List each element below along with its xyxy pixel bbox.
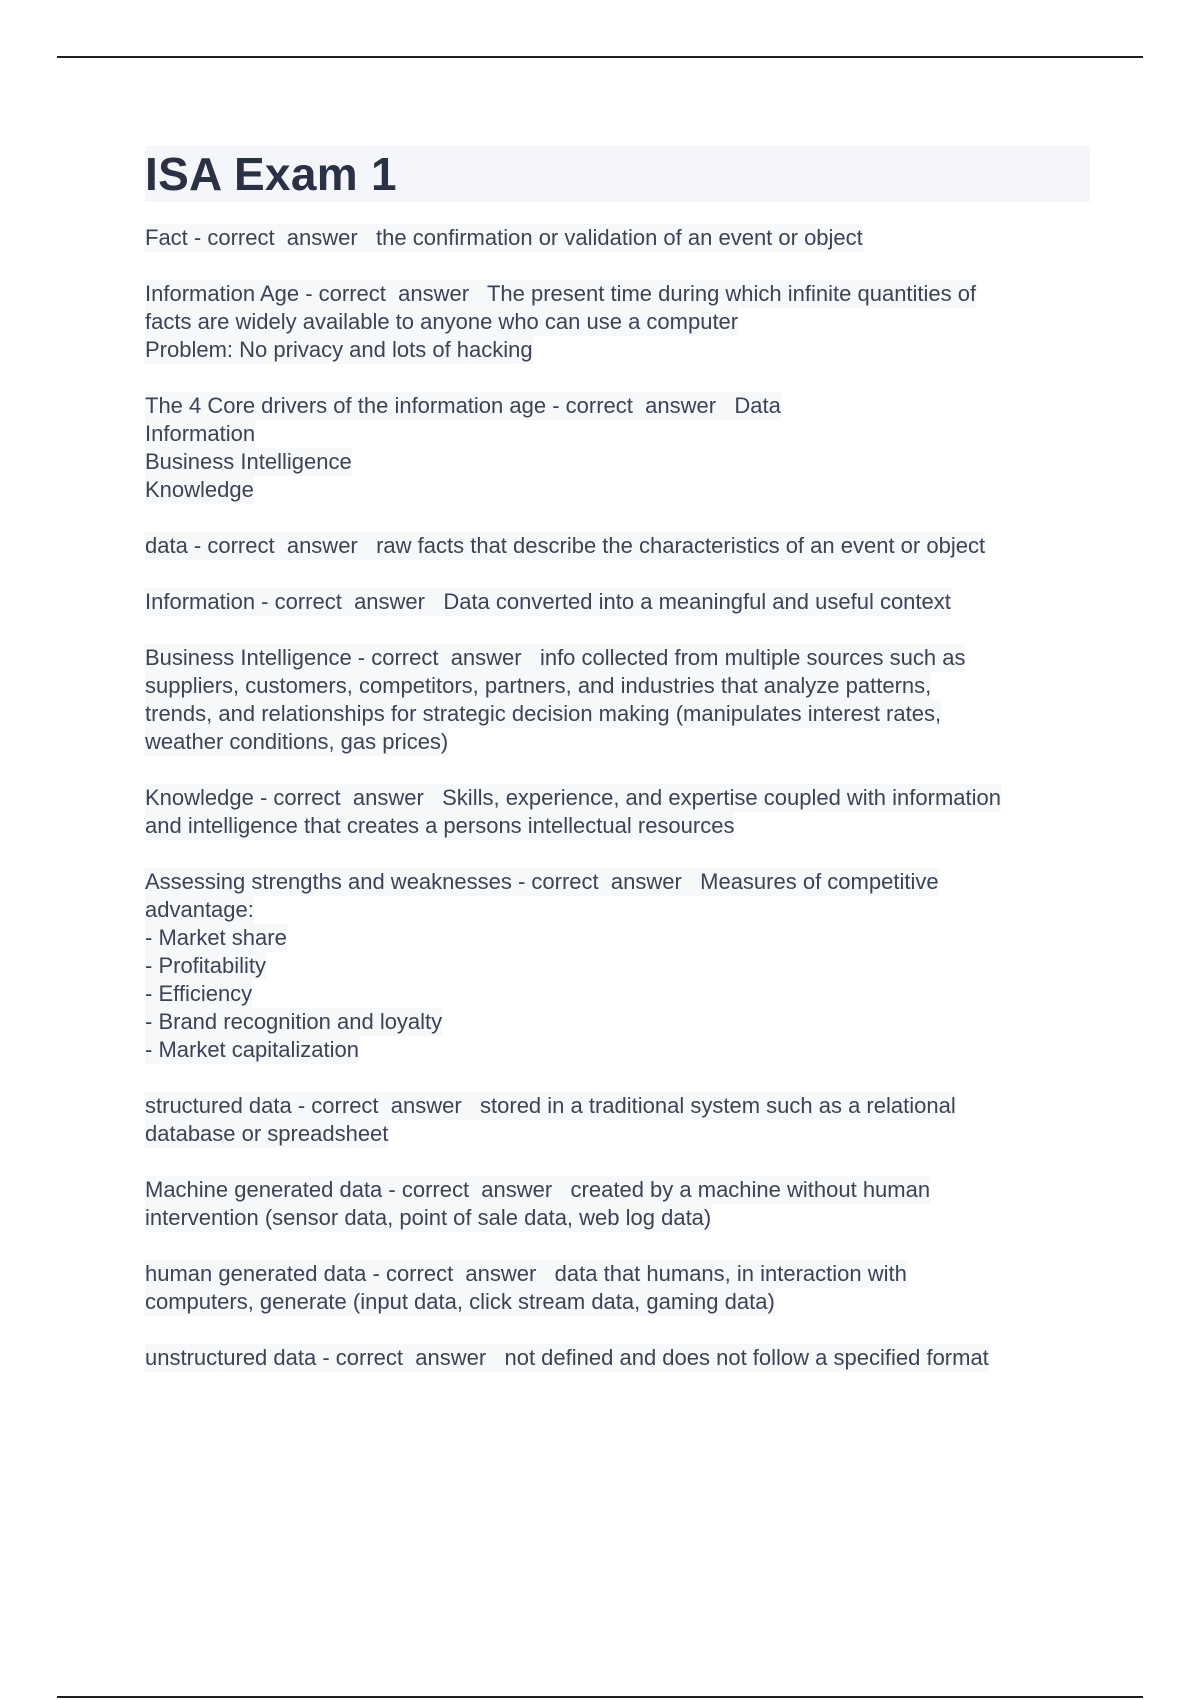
qa-entry [145, 1092, 1090, 1148]
entry-line: - Market share [145, 925, 287, 950]
entry-line: facts are widely available to anyone who can use a computer [145, 309, 739, 334]
qa-entry [145, 1260, 1090, 1316]
entry-line: advantage: [145, 897, 254, 922]
qa-entry [145, 784, 1090, 840]
entry-line: human generated data - correct answer data that humans, in interaction with [145, 1261, 907, 1286]
entry-line: Information Age - correct answer The present time during which infinite quantities of [145, 281, 977, 306]
entry-line: suppliers, customers, competitors, partners, and industries that analyze patterns, [145, 673, 932, 698]
top-rule [57, 56, 1143, 58]
entry-line: - Profitability [145, 953, 267, 978]
qa-entry [145, 1344, 1090, 1372]
entry-line: Fact - correct answer the confirmation or validation of an event or object [145, 225, 863, 250]
entry-line: The 4 Core drivers of the information age - correct answer Data [145, 393, 781, 418]
entry-line: - Efficiency [145, 981, 253, 1006]
entry-line: Information - correct answer Data converted into a meaningful and useful context [145, 589, 951, 614]
entry-line: and intelligence that creates a persons intellectual resources [145, 813, 735, 838]
entry-line: - Market capitalization [145, 1037, 359, 1062]
qa-entry [145, 868, 1090, 1064]
entry-line: Information [145, 421, 256, 446]
entry-line: Machine generated data - correct answer created by a machine without human [145, 1177, 931, 1202]
document-body [145, 146, 1090, 1400]
qa-entry [145, 588, 1090, 616]
entry-line: structured data - correct answer stored in a traditional system such as a relational [145, 1093, 956, 1118]
entry-line: Business Intelligence - correct answer info collected from multiple sources such as [145, 645, 966, 670]
entry-line: Knowledge [145, 477, 254, 502]
entry-list [145, 224, 1090, 1372]
qa-entry [145, 532, 1090, 560]
qa-entry [145, 280, 1090, 364]
qa-entry [145, 224, 1090, 252]
title-band [145, 146, 1090, 202]
entry-line: trends, and relationships for strategic decision making (manipulates interest rates, [145, 701, 942, 726]
page-title: ISA Exam 1 [145, 148, 397, 200]
entry-line: unstructured data - correct answer not defined and does not follow a specified format [145, 1345, 989, 1370]
entry-line: database or spreadsheet [145, 1121, 389, 1146]
entry-line: Problem: No privacy and lots of hacking [145, 337, 533, 362]
entry-line: data - correct answer raw facts that describe the characteristics of an event or object [145, 533, 986, 558]
entry-line: Knowledge - correct answer Skills, experience, and expertise coupled with information [145, 785, 1001, 810]
bottom-rule [57, 1696, 1143, 1698]
entry-line: Business Intelligence [145, 449, 352, 474]
qa-entry [145, 1176, 1090, 1232]
entry-line: Assessing strengths and weaknesses - correct answer Measures of competitive [145, 869, 939, 894]
qa-entry [145, 644, 1090, 756]
entry-line: intervention (sensor data, point of sale data, web log data) [145, 1205, 712, 1230]
qa-entry [145, 392, 1090, 504]
entry-line: weather conditions, gas prices) [145, 729, 449, 754]
entry-line: computers, generate (input data, click stream data, gaming data) [145, 1289, 775, 1314]
entry-line: - Brand recognition and loyalty [145, 1009, 443, 1034]
